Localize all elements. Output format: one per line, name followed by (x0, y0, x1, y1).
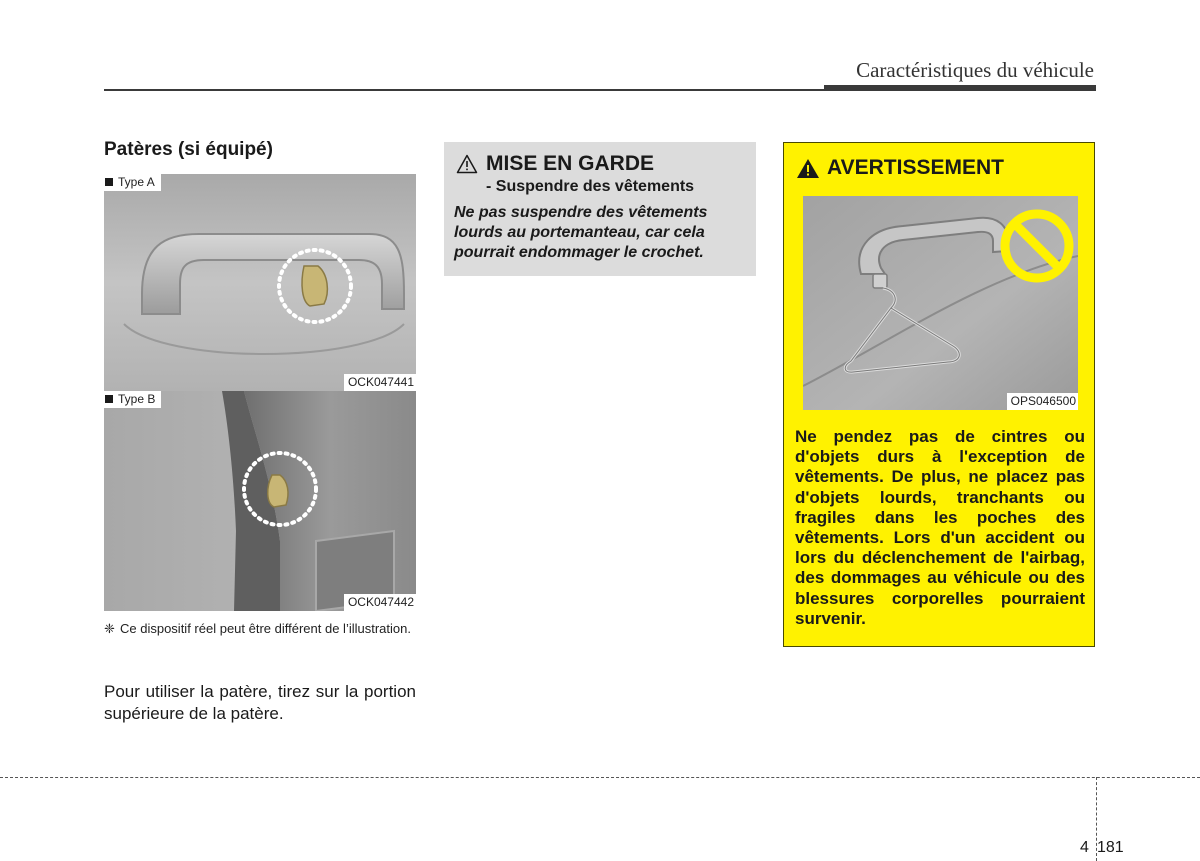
body-paragraph: Pour utiliser la patère, tirez sur la portion supérieure de la patère. (104, 682, 416, 723)
illustration-note (104, 620, 416, 638)
caution-title: MISE EN GARDE (486, 152, 655, 175)
caution-subtitle: - Suspendre des vêtements (486, 178, 695, 195)
warning-text: Ne pendez pas de cintres ou d'objets durs à l'exception de vêtements. De plus, ne placez pas d'objets lourds, tranchants ou fragiles dans les poches des vêtements. Lors d'un accident ou lors du déclenchement de l'airbag, des dommages au véhicule ou des blessures corporelles pourraient survenir. (795, 427, 1085, 628)
figure-type-b-label: Type B (104, 391, 161, 408)
caution-box (444, 142, 756, 276)
figure-type-b-code: OCK047442 (344, 594, 416, 611)
hook-illustration-type-a (104, 174, 416, 391)
hanger-illustration (803, 196, 1078, 410)
figure-type-a-label: Type A (104, 174, 161, 191)
warning-figure (803, 196, 1078, 410)
figure-type-a (104, 174, 416, 391)
page-number-value: 181 (1097, 839, 1124, 856)
header-rule-accent (824, 85, 1096, 90)
square-bullet-icon (105, 178, 113, 186)
warning-box (783, 142, 1095, 647)
warning-figure-code: OPS046500 (1007, 393, 1078, 410)
section-title: Patères (si équipé) (104, 139, 273, 160)
hook-illustration-type-b (104, 391, 416, 611)
figure-type-a-code: OCK047441 (344, 374, 416, 391)
page-number (1080, 839, 1124, 857)
note-text: Ce dispositif réel peut être différent de l’illustration. (120, 621, 411, 636)
page-header-title: Caractéristiques du véhicule (856, 58, 1094, 82)
warning-title: AVERTISSEMENT (827, 156, 1004, 179)
chapter-number: 4 (1080, 839, 1089, 856)
square-bullet-icon (105, 395, 113, 403)
footer-dashed-rule (0, 777, 1200, 778)
figure-type-b (104, 391, 416, 611)
note-symbol: ❈ (104, 621, 115, 636)
warning-triangle-icon (456, 154, 478, 174)
warning-triangle-icon (796, 158, 820, 179)
caution-text: Ne pas suspendre des vêtements lourds au portemanteau, car cela pourrait endommager le crochet. (454, 204, 708, 261)
